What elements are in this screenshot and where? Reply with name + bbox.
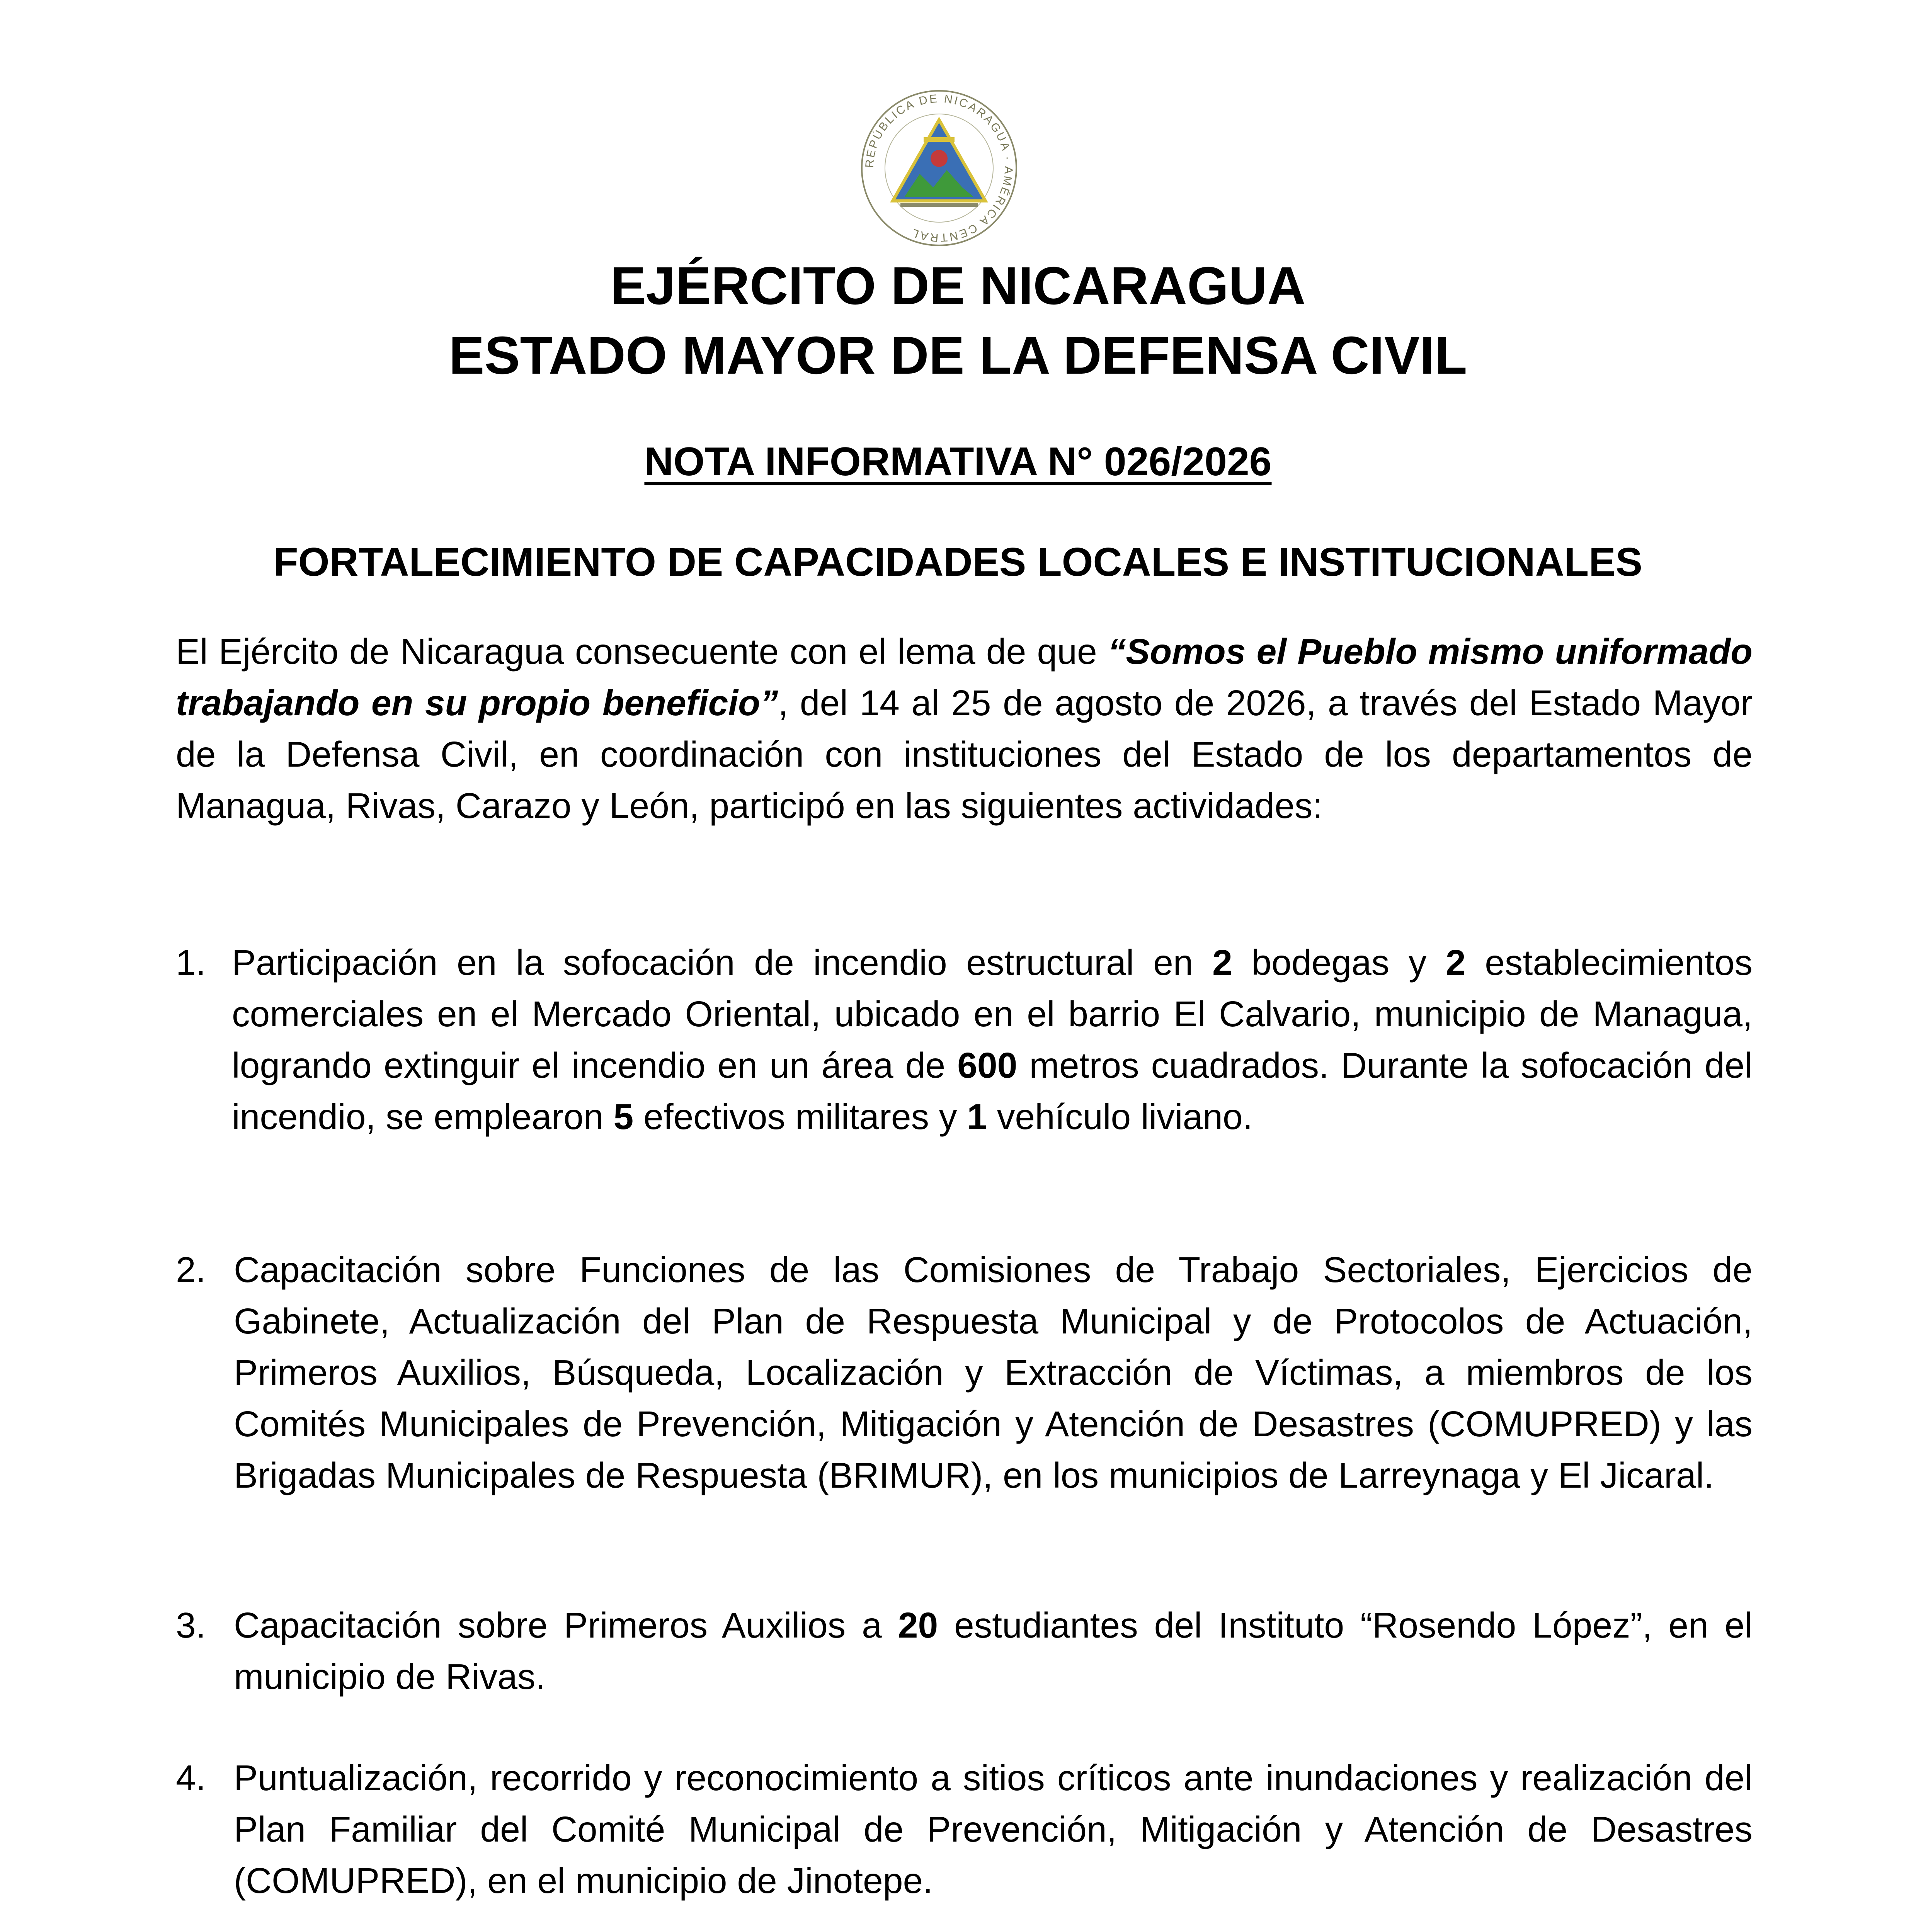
list-item-text: Puntualización, recorrido y reconocimiento a sitios críticos ante inundaciones y realización del Plan Familiar del Comité Municipal de Prevención, Mitigación y Atención de Desastres (COMUPRED), en el municipio de Jinotepe. [234,1758,1753,1901]
text-run: bodegas y [1232,942,1446,983]
institution-title: EJÉRCITO DE NICARAGUA [610,256,1306,316]
number-bold: 1 [967,1097,987,1137]
list-number: 4. [176,1758,206,1798]
list-number: 3. [176,1605,206,1645]
list-number: 1. [176,942,206,983]
number-bold: 2 [1212,942,1232,983]
nicaragua-coat-of-arms-icon [858,87,1020,249]
note-subject: FORTALECIMIENTO DE CAPACIDADES LOCALES E INSTITUCIONALES [274,540,1642,585]
seal-ring-text: REPÚBLICA DE NICARAGUA · AMÉRICA CENTRAL [863,92,1015,244]
text-run: metros cuadrados. Durante la sofocación del incendio, se emplearon [232,1045,1753,1137]
list-item-text: Capacitación sobre Funciones de las Comisiones de Trabajo Sectoriales, Ejercicios de Gabinete, Actualización del Plan de Respuesta Municipal y de Protocolos de Actuación, Primeros Auxilios, Búsqueda, Localización y Extracción de Víctimas, a miembros de los Comités Municipales de Prevención, Mitigación y Atención de Desastres (COMUPRED) y las Brigadas Municipales de Respuesta (BRIMUR), en los municipios de Larreynaga y El Jicaral. [234,1250,1753,1495]
text-run: efectivos militares y [633,1097,967,1137]
text-run: vehículo liviano. [987,1097,1253,1137]
list-item-text [234,1600,1753,1702]
text-run: establecimientos comerciales en el Mercado Oriental, ubicado en el barrio El Calvario, municipio de Managua, logrando extinguir el incendio en un área de [232,942,1753,1085]
department-title: ESTADO MAYOR DE LA DEFENSA CIVIL [449,326,1467,385]
intro-motto: “Somos el Pueblo mismo uniformado trabajando en su propio beneficio” [176,631,1753,723]
number-bold: 5 [613,1097,634,1137]
list-number: 2. [176,1250,206,1290]
intro-text-1: El Ejército de Nicaragua consecuente con el lema de que [176,631,1108,672]
number-bold: 2 [1445,942,1466,983]
intro-text-2: , del 14 al 25 de agosto de 2026, a través del Estado Mayor de la Defensa Civil, en coordinación con instituciones del Estado de los departamentos de Managua, Rivas, Carazo y León, participó en las siguientes actividades: [176,683,1753,826]
text-run: estudiantes del Instituto “Rosendo López”, en el municipio de Rivas. [234,1605,1753,1697]
intro-paragraph [176,626,1753,832]
text-run: Participación en la sofocación de incendio estructural en [232,942,1213,983]
number-bold: 600 [957,1045,1018,1085]
number-bold: 20 [898,1605,938,1645]
text-run: Capacitación sobre Primeros Auxilios a [234,1605,898,1645]
list-item-text [232,937,1753,1143]
note-number [0,435,1916,489]
note-number-text: NOTA INFORMATIVA N° 026/2026 [644,439,1272,484]
